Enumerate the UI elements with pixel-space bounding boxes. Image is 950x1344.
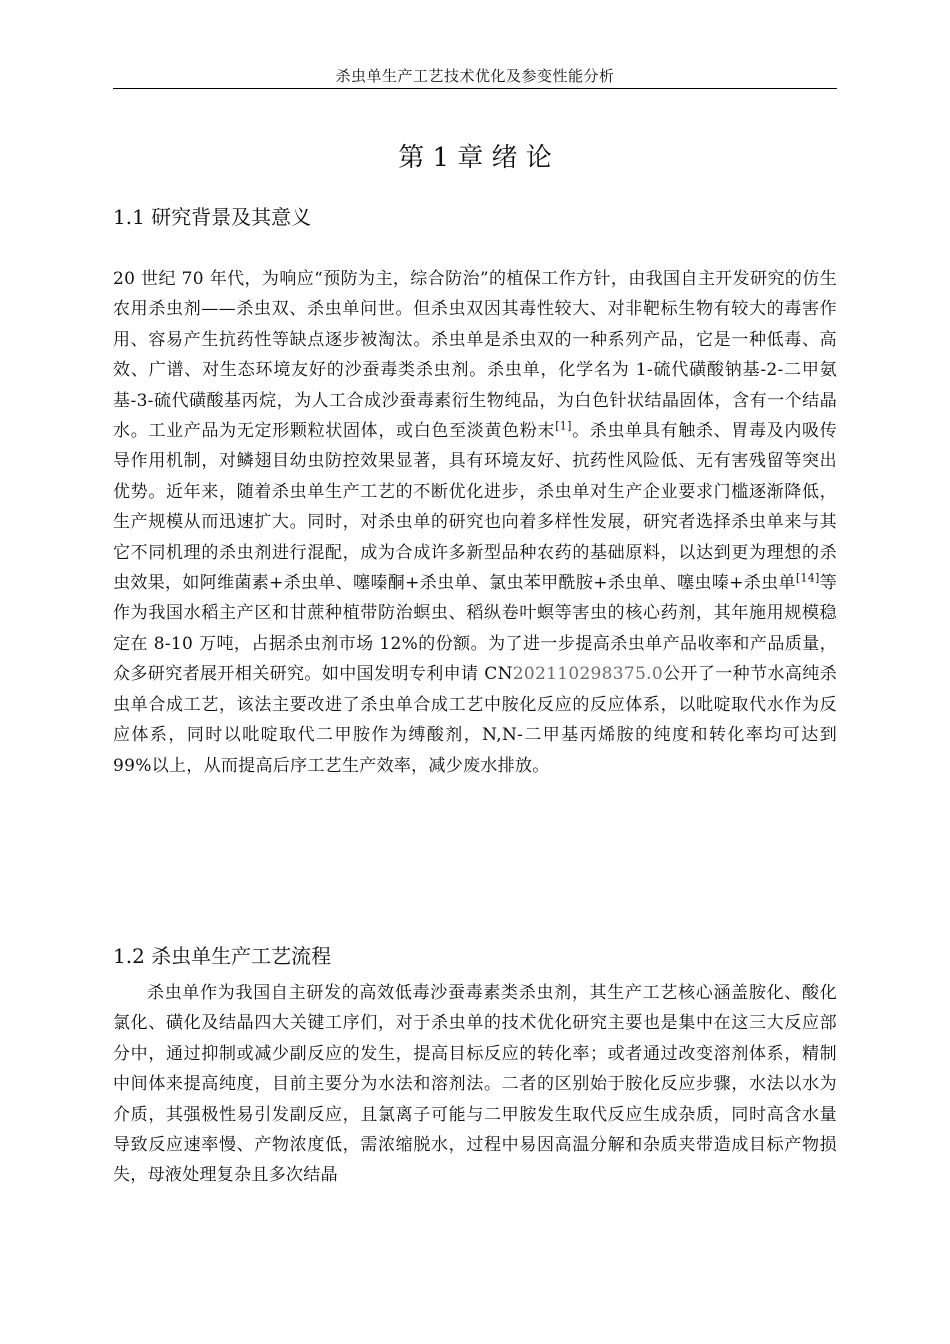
paragraph-text: 公开了一种节水高纯杀虫单合成工艺，该法主要改进了杀虫单合成工艺中胺化反应的反应体系，以吡啶取代水作为反应体系，同时以吡啶取代二甲胺作为缚酸剂，N,N-二甲基丙烯胺的纯度和转化率均可达到 99%以上，从而提高后序工艺生产效率，减少废水排放。 [113,664,837,776]
header-rule [113,88,837,89]
paragraph-text: 等作为我国水稻主产区和甘蔗种植带防治螟虫、稻纵卷叶螟等害虫的核心药剂，其年施用规模稳定在 8-10 万吨，占据杀虫剂市场 12%的份额。为了进一步提高杀虫单产品收率和产品质量，众多研究者展开相关研究。如中国发明专利申请 CN [113,573,837,685]
paragraph-process-flow: 杀虫单作为我国自主研发的高效低毒沙蚕毒素类杀虫剂，其生产工艺核心涵盖胺化、酸化氯化、磺化及结晶四大关键工序们，对于杀虫单的技术优化研究主要也是集中在这三大反应部分中，通过抑制或减少副反应的发生，提高目标反应的转化率；或者通过改变溶剂体系，精制中间体来提高纯度，目前主要分为水法和溶剂法。二者的区别始于胺化反应步骤，水法以水为介质，其强极性易引发副反应，且氯离子可能与二甲胺发生取代反应生成杂质，同时高含水量导致反应速率慢、产物浓度低，需浓缩脱水，过程中易因高温分解和杂质夹带造成目标产物损失，母液处理复杂且多次结晶 [113,983,837,1186]
patent-number: 202110298375.0 [512,664,663,685]
paragraph-text: 。杀虫单具有触杀、胃毒及内吸传导作用机制，对鳞翅目幼虫防控效果显著，具有环境友好、抗药性风险低、无有害残留等突出优势。近年来，随着杀虫单生产工艺的不断优化进步，杀虫单对生产企业要求门槛逐渐降低，生产规模从而迅速扩大。同时，对杀虫单的研究也向着多样性发展，研究者选择杀虫单来与其它不同机理的杀虫剂进行混配，成为合成许多新型品种农药的基础原料，以达到更为理想的杀虫效果，如阿维菌素+杀虫单、噻嗪酮+杀虫单、氯虫苯甲酰胺+杀虫单、噻虫嗪+杀虫单 [113,421,838,594]
citation-ref: [14] [795,571,820,585]
paragraph-text: 20 世纪 70 年代，为响应“预防为主，综合防治”的植保工作方针，由我国自主开发研究的仿生农用杀虫剂——杀虫双、杀虫单问世。但杀虫双因其毒性较大、对非靶标生物有较大的毒害作用、容易产生抗药性等缺点逐步被淘汰。杀虫单是杀虫双的一种系列产品，它是一种低毒、高效、广谱、对生态环境友好的沙蚕毒类杀虫剂。杀虫单，化学名为 1-硫代磺酸钠基-2-二甲氨基-3-硫代磺酸基丙烷，为人工合成沙蚕毒素衍生物纯品，为白色针状结晶固体，含有一个结晶水。工业产品为无定形颗粒状固体，或白色至淡黄色粉末 [113,269,837,442]
paragraph-research-background [113,264,837,781]
section-heading-1-1: 1.1 研究背景及其意义 [113,205,312,229]
section-heading-1-2: 1.2 杀虫单生产工艺流程 [113,944,332,968]
chapter-title: 第 1 章 绪 论 [398,143,552,173]
citation-ref: [1] [555,419,572,433]
running-header: 杀虫单生产工艺技术优化及参变性能分析 [335,67,615,85]
